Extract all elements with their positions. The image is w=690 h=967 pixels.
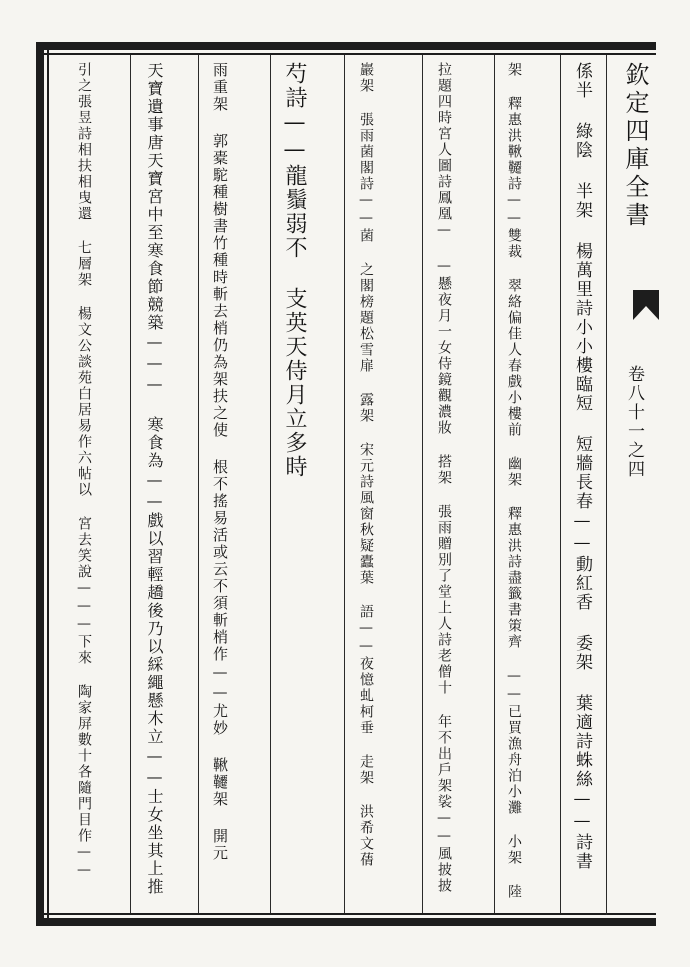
frame-bottom-border-inner xyxy=(36,913,656,915)
frame-top-border xyxy=(36,42,656,50)
book-title: 欽定四庫全書 xyxy=(621,62,649,230)
text-column-5: 芍詩——龍鬚弱不 支英天侍月立多時 xyxy=(282,62,307,479)
column-rule xyxy=(198,55,199,913)
frame-top-border-inner xyxy=(36,53,656,55)
text-column-6: 雨重架 郭橐駝種樹書竹種時斬去梢仍為架扶之使 根不搖易活或云不須斬梢作——尤妙 鞦韆架 開元 xyxy=(211,62,229,862)
text-column-3: 拉題四時宮人圖詩鳳凰— —懸夜月一女侍鏡觀濃妝 搭架 張雨贈別了堂上人詩老僧十 年不出戶架裟——風披披 xyxy=(436,62,452,894)
column-rule xyxy=(344,55,345,913)
column-rule xyxy=(422,55,423,913)
frame-left-border-inner xyxy=(47,42,49,922)
fishtail-ornament-icon xyxy=(633,290,659,320)
column-rule xyxy=(494,55,495,913)
juan-number: 卷八十一之四 xyxy=(624,365,644,479)
text-column-4: 巖架 張雨菌閣詩——菌 之閣榜題松雪扉 露架 宋元詩風窗秋疑蠹葉 語——夜憶虬柯垂 走架 洪希文蒨 xyxy=(358,62,374,868)
text-column-8: 引之張昱詩相扶相曳還 七層架 楊文公談苑白居易作六帖以 宮去笑說———下來 陶家屏數十各隨門目作—— xyxy=(76,62,92,880)
column-rule xyxy=(130,55,131,913)
text-column-7: 天寶遺事唐天寶宮中至寒食節競築——— 寒食為——戲以習輕趫後乃以綵繩懸木立——士女坐其上推 xyxy=(145,62,164,896)
frame-bottom-border xyxy=(36,918,656,926)
frame-right-rule xyxy=(606,55,607,915)
frame-left-border xyxy=(36,42,44,922)
column-rule xyxy=(270,55,271,913)
column-rule xyxy=(560,55,561,913)
text-column-2: 架 釋惠洪鞦韆詩——雙裁 翠絡偏佳人春戲小樓前 幽架 釋惠洪詩盡籤書策齊 ——已買漁舟泊小灘 小架 陸 xyxy=(506,62,522,900)
text-column-1: 係半 綠陰 半架 楊萬里詩小小樓臨短 短牆長春——動紅香 委架 葉適詩蛛絲——詩書 xyxy=(572,62,592,871)
